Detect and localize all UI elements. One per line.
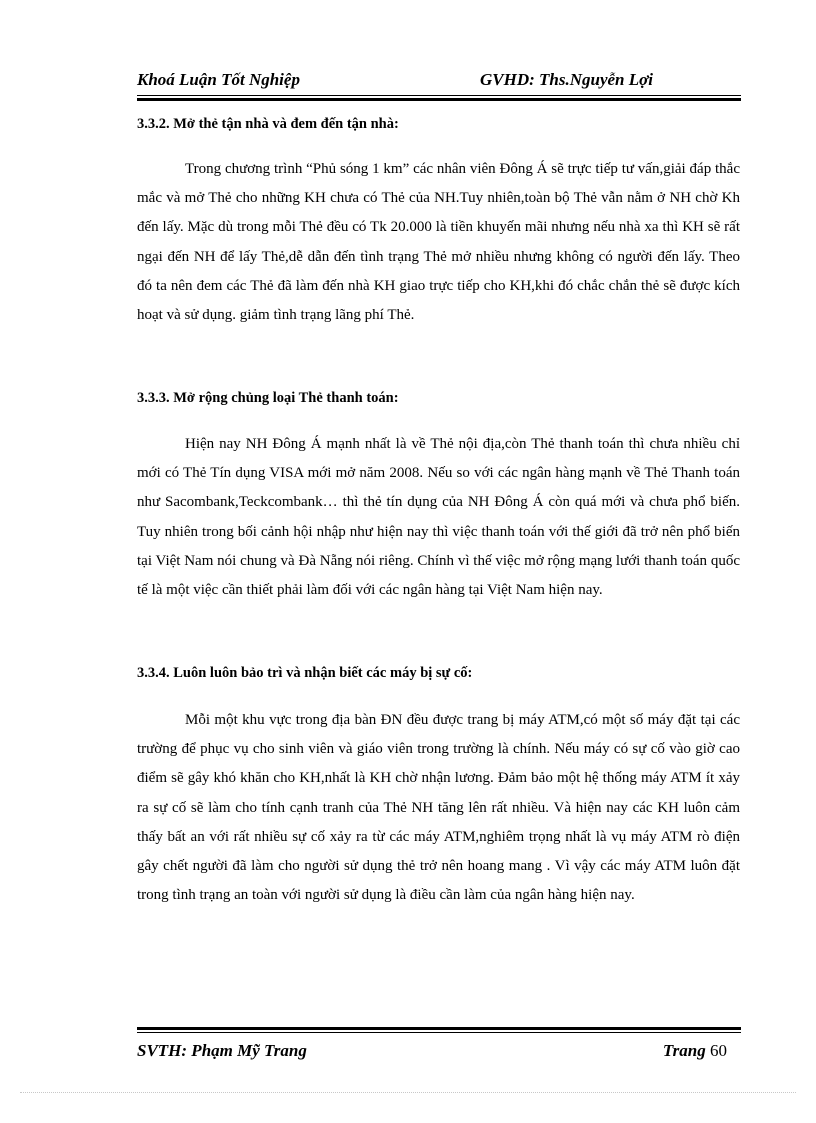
header-rule-thin [137, 95, 741, 96]
footer-page-number: 60 [710, 1041, 727, 1060]
footer-page-label: Trang [662, 1041, 706, 1060]
footer-rule-thin [137, 1032, 741, 1033]
section-paragraph-3-3-2: Trong chương trình “Phủ sóng 1 km” các nhân viên Đông Á sẽ trực tiếp tư vấn,giải đáp thắc mắc và mở Thẻ cho những KH chưa có Thẻ của NH.Tuy nhiên,toàn bộ Thẻ vẫn nằm ở NH chờ Kh đến lấy. Mặc dù trong mỗi Thẻ đều có Tk 20.000 là tiền khuyến mãi nhưng nếu nhà xa thì KH sẽ rất ngại đến NH để lấy Thẻ,dễ dẫn đến tình trạng Thẻ mở nhiều nhưng không có người đến lấy. Theo đó ta nên đem các Thẻ đã làm đến nhà KH giao trực tiếp cho KH,khi đó chắc chắn thẻ sẽ được kích hoạt và sử dụng. giảm tình trạng lãng phí Thẻ. [137, 161, 740, 324]
section-paragraph-3-3-3: Hiện nay NH Đông Á mạnh nhất là về Thẻ nội địa,còn Thẻ thanh toán thì chưa nhiều chỉ mới có Thẻ Tín dụng VISA mới mở năm 2008. Nếu so với các ngân hàng mạnh về Thẻ Thanh toán như Sacombank,Teckcombank… thì thẻ tín dụng của NH Đông Á còn quá mới và chưa phổ biến. Tuy nhiên trong bối cảnh hội nhập như hiện nay thì việc thanh toán với thế giới đã trở nên phổ biến tại Việt Nam nói chung và Đà Nẵng nói riêng. Chính vì thế việc mở rộng mạng lưới thanh toán quốc tế là một việc cần thiết phải làm đối với các ngân hàng tại Việt Nam hiện nay. [137, 436, 740, 599]
section-heading-3-3-3: 3.3.3. Mở rộng chủng loại Thẻ thanh toán: [137, 390, 399, 406]
header-rule-thick [137, 98, 741, 101]
page-edge-divider [20, 1092, 796, 1093]
footer-page [663, 1041, 727, 1061]
page-header [137, 70, 739, 94]
header-thesis-title: Khoá Luận Tốt Nghiệp [137, 70, 300, 89]
footer-rule-thick [137, 1027, 741, 1030]
footer-author: SVTH: Phạm Mỹ Trang [137, 1041, 307, 1060]
header-advisor: GVHD: Ths.Nguyễn Lợi [480, 70, 653, 89]
section-paragraph-3-3-4: Mỗi một khu vực trong địa bàn ĐN đều được trang bị máy ATM,có một số máy đặt tại các trường để phục vụ cho sinh viên và giáo viên trong trường là chính. Nếu máy có sự cố vào giờ cao điểm sẽ gây khó khăn cho KH,nhất là KH chờ nhận lương. Đảm bảo một hệ thống máy ATM ít xảy ra sự cố sẽ làm cho tính cạnh tranh của Thẻ NH tăng lên rất nhiều. Và hiện nay các KH luôn cảm thấy bất an với rất nhiều sự cố xảy ra từ các máy ATM,nghiêm trọng nhất là vụ máy ATM rò điện gây chết người đã làm cho người sử dụng thẻ trở nên hoang mang . Vì vậy các máy ATM luôn đặt trong tình trạng an toàn với người sử dụng là điều cần làm của ngân hàng hiện nay. [137, 712, 740, 904]
section-heading-3-3-2: 3.3.2. Mở thẻ tận nhà và đem đến tận nhà: [137, 116, 399, 132]
page-footer [137, 1041, 739, 1065]
section-heading-3-3-4: 3.3.4. Luôn luôn bảo trì và nhận biết các máy bị sự cố: [137, 665, 473, 681]
